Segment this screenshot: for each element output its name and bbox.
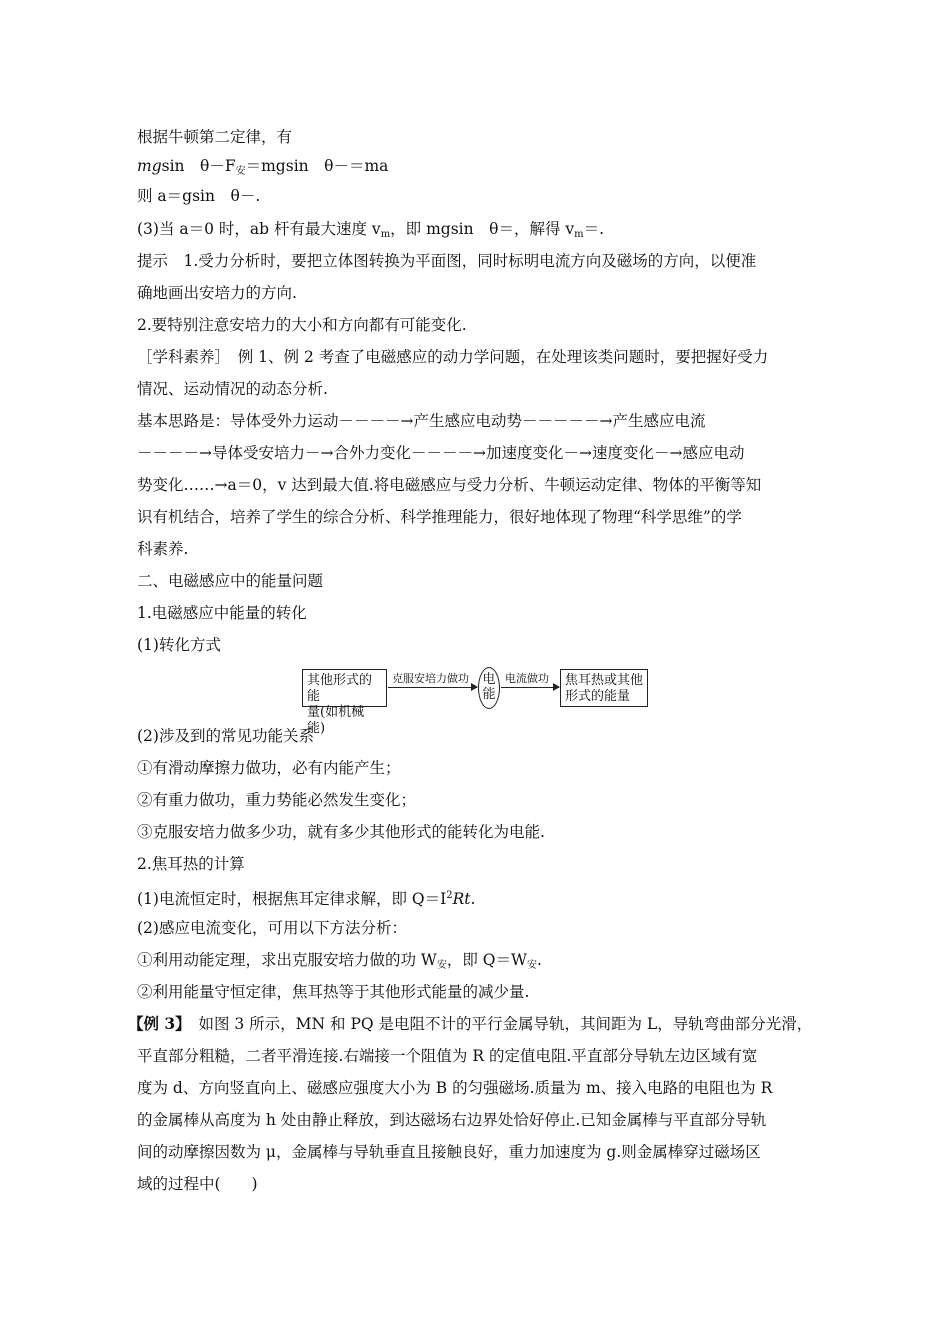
equation-line: 则 a＝gsin θ－. [137,187,261,205]
text-span: sin θ－＝ma [285,157,389,175]
text-line: 识有机结合，培养了学生的综合分析、科学推理能力，很好地体现了物理“科学思维”的学 [137,508,742,526]
text-span: ，即 Q＝W [446,951,527,969]
text-line: 间的动摩擦因数为 μ，金属棒与导轨垂直且接触良好，重力加速度为 g.则金属棒穿过磁场区 [137,1143,761,1161]
box-text: 形式的能量 [565,689,631,704]
text-line: ②有重力做功，重力势能必然发生变化； [137,791,417,809]
equation-line [137,156,388,182]
text-line: 度为 d、方向竖直向上、磁感应强度大小为 B 的匀强磁场.质量为 m、接入电路的电阻也为 R [137,1079,773,1097]
text-span: sin θ－F [161,157,236,175]
box-text: 焦耳热或其他 [565,673,644,688]
circle-text: 能 [482,687,496,702]
text-span: Rt. [452,890,476,908]
text-line: 提示 1.受力分析时，要把立体图转换为平面图，同时标明电流方向及磁场的方向，以便准 [137,252,757,270]
text-line: 基本思路是：导体受外力运动－－－－→产生感应电动势－－－－－→产生感应电流 [137,412,706,430]
arrow-label: 电流做功 [505,672,549,685]
subscript: m [574,229,584,240]
arrow-label: 克服安培力做功 [392,672,469,685]
other-energy-box [302,669,387,736]
text-line: ［学科素养］ 例 1、例 2 考查了电磁感应的动力学问题，在处理该类问题时，要把握好受力 [137,348,769,366]
text-span: 如图 3 所示，MN 和 PQ 是电阻不计的平行金属导轨，其间距为 L，导轨弯曲部分光滑， [182,1015,813,1033]
text-line [137,886,475,909]
box-text: 其他形式的能 [307,673,373,704]
subscript: m [380,229,391,240]
text-line: 根据牛顿第二定律，有 [137,128,293,146]
text-span: ①利用动能定理，求出克服安培力做的功 W [137,951,437,969]
text-line: 2.要特别注意安培力的大小和方向都有可能变化. [137,316,467,334]
text-span: . [536,951,542,969]
text-line [137,950,542,976]
text-line: 科素养. [137,540,189,558]
text-line: ②利用能量守恒定律，焦耳热等于其他形式能量的减少量. [137,983,530,1001]
circle-text: 电 [482,672,496,687]
text-span: ＝mg [245,157,286,175]
text-span: (3)当 a＝0 时，ab 杆有最大速度 v [137,220,381,238]
text-line: 平直部分粗糙，二者平滑连接.右端接一个阻值为 R 的定值电阻.平直部分导轨左边区域有宽 [137,1047,758,1065]
text-line: －－－－→导体受安培力－→合外力变化－－－－→加速度变化－→速度变化－→感应电动 [137,444,745,462]
text-span: (1)电流恒定时，根据焦耳定律求解，即 Q＝I [137,890,447,908]
text-line: ①有滑动摩擦力做功，必有内能产生； [137,759,401,777]
subsection-heading: 1.电磁感应中能量的转化 [137,604,307,622]
example-label: 【例 3】 [128,1014,183,1033]
energy-conversion-diagram [302,667,648,736]
subscript: 安 [436,960,447,971]
text-line: 域的过程中( ) [137,1175,258,1193]
text-line: (1)转化方式 [137,636,221,654]
section-heading: 二、电磁感应中的能量问题 [137,572,324,590]
arrow [388,687,477,688]
text-span: mg [137,157,162,175]
text-line: ③克服安培力做多少功，就有多少其他形式的能转化为电能. [137,823,545,841]
text-line: 情况、运动情况的动态分析. [137,380,328,398]
subsection-heading: 2.焦耳热的计算 [137,855,245,873]
text-line: (2)感应电流变化，可用以下方法分析： [137,919,407,937]
text-span: ＝. [583,220,605,238]
electric-energy-circle [478,667,500,709]
text-line: 确地画出安培力的方向. [137,284,297,302]
example-line [128,1014,812,1034]
box-text: 量(如机械能) [307,705,365,736]
joule-heat-box [560,669,648,707]
text-line: 势变化……→a＝0，v 达到最大值.将电磁感应与受力分析、牛顿运动定律、物体的平衡等知 [137,476,762,494]
superscript: 2 [446,890,453,901]
subscript: 安 [526,960,537,971]
arrow [501,687,559,688]
text-line [137,219,604,245]
subscript: 安 [235,166,246,177]
text-span: ，即 mgsin θ＝，解得 v [390,220,575,238]
text-line: (2)涉及到的常见功能关系 [137,727,314,745]
text-line: 的金属棒从高度为 h 处由静止释放，到达磁场右边界处恰好停止.已知金属棒与平直部分导轨 [137,1111,767,1129]
